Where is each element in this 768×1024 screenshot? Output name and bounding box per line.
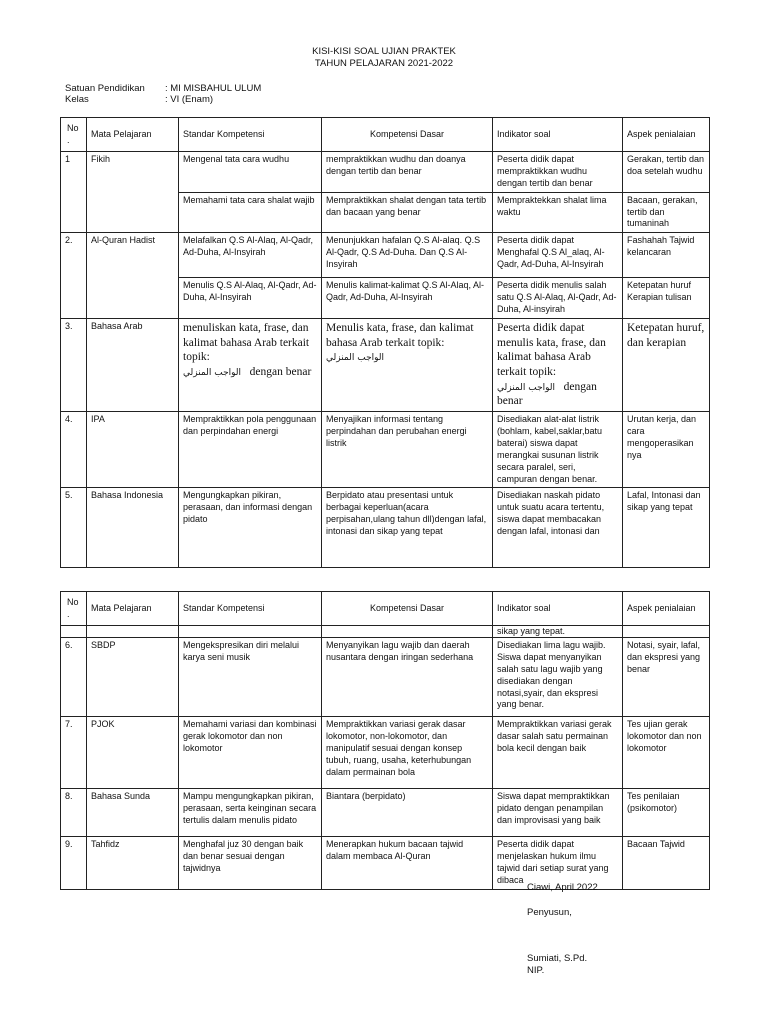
row-kd: Biantara (berpidato)	[322, 789, 493, 837]
ind-arabic: الواجب المنزلي	[497, 382, 556, 393]
row-mapel: Bahasa Arab	[87, 318, 179, 411]
row-no: 4.	[61, 412, 87, 488]
kelas	[65, 94, 213, 107]
kelas-value: : VI (Enam)	[165, 94, 214, 105]
satuan-label: Satuan Pendidikan	[65, 83, 145, 94]
row-kd: Menerapkan hukum bacaan tajwid dalam membaca Al-Quran	[322, 837, 493, 890]
sk-arabic: الواجب المنزلي	[183, 368, 242, 379]
table-row	[61, 837, 710, 890]
table-row-continued	[61, 626, 710, 638]
row-mapel: Al-Quran Hadist	[87, 233, 179, 319]
table-header	[61, 592, 710, 626]
ind-text: Peserta didik dapat menulis kata, frase, dan kalimat bahasa Arab terkait topik:	[497, 321, 606, 379]
row-kd: Menunjukkan hafalan Q.S Al-alaq. Q.S Al-Qadr, Q.S Ad-Duha. Dan Q.S Al-Insyirah	[322, 233, 493, 278]
row-sk: Melafalkan Q.S Al-Alaq, Al-Qadr, Ad-Duha, Al-Insyirah	[179, 233, 322, 278]
row-no: 5.	[61, 488, 87, 568]
row-indikator: Disediakan naskah pidato untuk suatu acara tertentu, siswa dapat membacakan dengan lafal, intonasi dan	[493, 488, 623, 568]
row-sk: Mampu mengungkapkan pikiran, perasaan, serta keinginan secara tertulis dalam menulis pidato	[179, 789, 322, 837]
row-mapel: SBDP	[87, 638, 179, 717]
row-sk: Menulis Q.S Al-Alaq, Al-Qadr, Ad-Duha, Al-Insyirah	[179, 278, 322, 319]
row-kd: Menyajikan informasi tentang perpindahan dan perubahan energi listrik	[322, 412, 493, 488]
kisi-kisi-table-1	[60, 117, 710, 568]
row-sk: Mengungkapkan pikiran, perasaan, dan informasi dengan pidato	[179, 488, 322, 568]
row-indikator: Peserta didik menulis salah satu Q.S Al-Alaq, Al-Qadr, Ad-Duha, Al-insyirah	[493, 278, 623, 319]
header-sk: Standar Kompetensi	[179, 592, 322, 626]
table-row	[61, 638, 710, 717]
row-kd: Menulis kalimat-kalimat Q.S Al-Alaq, Al-Qadr, Ad-Duha, Al-Insyirah	[322, 278, 493, 319]
row-aspek: Ketepatan huruf, dan kerapian	[623, 318, 710, 411]
row-no: 9.	[61, 837, 87, 890]
table-row	[61, 318, 710, 411]
row-aspek: Bacaan, gerakan, tertib dan tumaninah	[623, 192, 710, 233]
row-indikator: Mempraktekkan shalat lima waktu	[493, 192, 623, 233]
header-aspek: Aspek penialaian	[623, 592, 710, 626]
row-no: 3.	[61, 318, 87, 411]
row-mapel: IPA	[87, 412, 179, 488]
row-aspek: Lafal, Intonasi dan sikap yang tepat	[623, 488, 710, 568]
row-kd	[322, 318, 493, 411]
sign-place-date: Ciawi, April 2022	[527, 882, 598, 893]
document-subtitle: TAHUN PELAJARAN 2021-2022	[314, 58, 454, 69]
row-kd: Berpidato atau presentasi untuk berbagai keperluan(acara perpisahan,ulang tahun dll)dengan lafal, intonasi dan sikap yang tepat	[322, 488, 493, 568]
kd-text: Menulis kata, frase, dan kalimat bahasa Arab terkait topik:	[326, 321, 474, 349]
row-kd: Mempraktikkan variasi gerak dasar lokomotor, non-lokomotor, dan manipulatif sesuai dengan konsep tubuh, ruang, usaha, keterhubungan dalam permainan bola	[322, 717, 493, 789]
row-no: 2.	[61, 233, 87, 319]
header-sk: Standar Kompetensi	[179, 118, 322, 152]
table-row	[61, 488, 710, 568]
row-sk: Memahami tata cara shalat wajib	[179, 192, 322, 233]
header-mapel: Mata Pelajaran	[87, 118, 179, 152]
row-aspek: Gerakan, tertib dan doa setelah wudhu	[623, 152, 710, 193]
row-mapel: PJOK	[87, 717, 179, 789]
kelas-label: Kelas	[65, 94, 89, 105]
row-sk: Mengenal tata cara wudhu	[179, 152, 322, 193]
row-indikator: Peserta didik dapat mempraktikkan wudhu dengan tertib dan benar	[493, 152, 623, 193]
row-no: 6.	[61, 638, 87, 717]
table-row	[61, 717, 710, 789]
row-mapel: Fikih	[87, 152, 179, 233]
row-mapel: Bahasa Indonesia	[87, 488, 179, 568]
row-sk	[179, 318, 322, 411]
row-indikator-continued: sikap yang tepat.	[493, 626, 623, 638]
document-title: KISI-KISI SOAL UJIAN PRAKTEK	[312, 46, 456, 57]
row-aspek: Tes ujian gerak lokomotor dan non lokomotor	[623, 717, 710, 789]
row-kd: Mempraktikkan shalat dengan tata tertib dan bacaan yang benar	[322, 192, 493, 233]
row-sk: Mengekspresikan diri melalui karya seni musik	[179, 638, 322, 717]
row-no: 1	[61, 152, 87, 233]
sign-name: Sumiati, S.Pd.	[527, 953, 588, 964]
sign-nip: NIP.	[527, 965, 545, 976]
row-aspek: Notasi, syair, lafal, dan ekspresi yang benar	[623, 638, 710, 717]
row-indikator: Mempraktikkan variasi gerak dasar salah satu permainan bola kecil dengan baik	[493, 717, 623, 789]
table-row	[61, 233, 710, 278]
header-indikator: Indikator soal	[493, 118, 623, 152]
row-indikator: Peserta didik dapat Menghafal Q.S Al_alaq, Al-Qadr, Ad-Duha, Al-Insyirah	[493, 233, 623, 278]
row-sk: Mempraktikkan pola penggunaan dan perpindahan energi	[179, 412, 322, 488]
row-sk: Menghafal juz 30 dengan baik dan benar sesuai dengan tajwidnya	[179, 837, 322, 890]
table-row	[61, 412, 710, 488]
header-no: No .	[61, 118, 87, 152]
header-mapel: Mata Pelajaran	[87, 592, 179, 626]
row-aspek: Bacaan Tajwid	[623, 837, 710, 890]
row-mapel: Tahfidz	[87, 837, 179, 890]
row-aspek: Urutan kerja, dan cara mengoperasikan nya	[623, 412, 710, 488]
row-indikator: Disediakan lima lagu wajib. Siswa dapat menyanyikan salah satu lagu wajib yang disediakan dengan notasi,syair, dan ekspresi yang benar.	[493, 638, 623, 717]
row-kd: Menyanyikan lagu wajib dan daerah nusantara dengan iringan sederhana	[322, 638, 493, 717]
row-kd: mempraktikkan wudhu dan doanya dengan tertib dan benar	[322, 152, 493, 193]
sk-tail: dengan benar	[249, 366, 312, 379]
row-no: 7.	[61, 717, 87, 789]
row-indikator	[493, 318, 623, 411]
ind-tail: dengan benar	[497, 380, 597, 408]
row-aspek: Fashahah Tajwid kelancaran	[623, 233, 710, 278]
row-aspek: Ketepatan huruf Kerapian tulisan	[623, 278, 710, 319]
row-indikator: Disediakan alat-alat listrik (bohlam, kabel,saklar,batu baterai) siswa dapat merangkai susunan listrik secara paralel, seri, campuran dengan benar.	[493, 412, 623, 488]
sk-text: menuliskan kata, frase, dan kalimat bahasa Arab terkait topik:	[183, 321, 310, 364]
table-row	[61, 152, 710, 193]
header-kd: Kompetensi Dasar	[322, 118, 493, 152]
row-mapel: Bahasa Sunda	[87, 789, 179, 837]
row-no: 8.	[61, 789, 87, 837]
header-indikator: Indikator soal	[493, 592, 623, 626]
row-sk: Memahami variasi dan kombinasi gerak lokomotor dan non lokomotor	[179, 717, 322, 789]
sign-penyusun: Penyusun,	[527, 907, 572, 918]
table-header	[61, 118, 710, 152]
row-aspek: Tes penilaian (psikomotor)	[623, 789, 710, 837]
header-aspek: Aspek penialaian	[623, 118, 710, 152]
row-indikator: Peserta didik dapat menjelaskan hukum ilmu tajwid dari setiap surat yang dibaca	[493, 837, 623, 890]
table-row	[61, 789, 710, 837]
row-indikator: Siswa dapat mempraktikkan pidato dengan penampilan dan improvisasi yang baik	[493, 789, 623, 837]
header-no: No .	[61, 592, 87, 626]
satuan-value: : MI MISBAHUL ULUM	[165, 83, 262, 94]
kd-arabic: الواجب المنزلي	[326, 353, 385, 364]
kisi-kisi-table-2	[60, 591, 710, 890]
header-kd: Kompetensi Dasar	[322, 592, 493, 626]
